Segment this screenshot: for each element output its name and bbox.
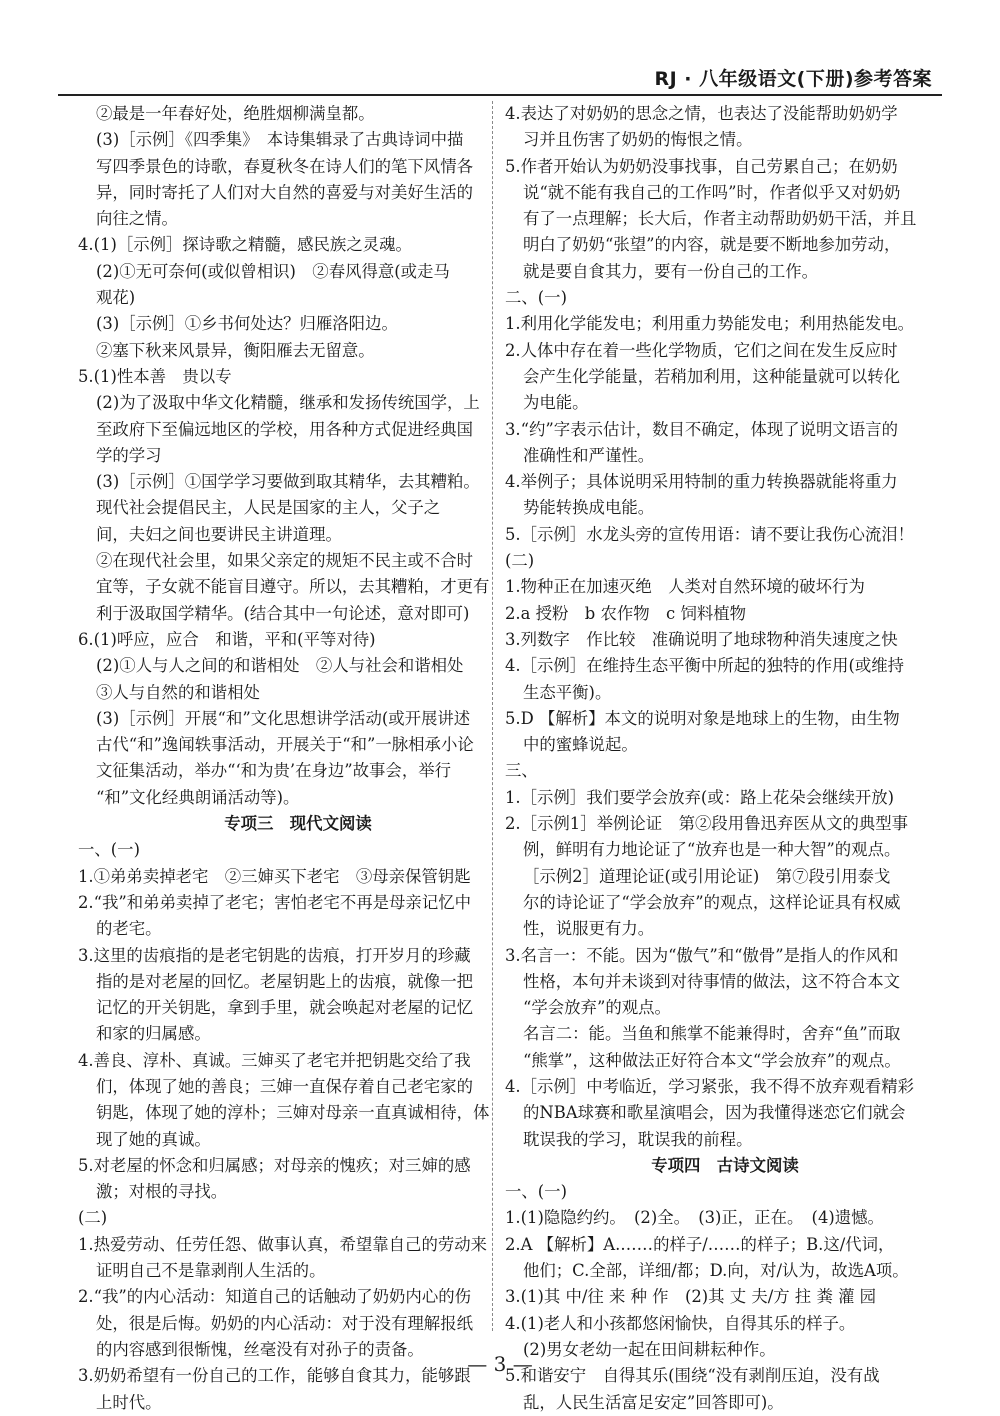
section-heading: 专项四 古诗文阅读 [651,1155,799,1175]
answer-line: 的NBA球赛和歌星演唱会，因为我懂得迷恋它们就会 [523,1103,906,1123]
answer-line: (2)①无可奈何(或似曾相识) ②春风得意(或走马 [96,261,450,281]
answer-line: 明白了奶奶“张望”的内容，就是要不断地参加劳动， [523,235,901,255]
answer-line: 激；对根的寻找。 [96,1182,228,1202]
answer-line: ②在现代社会里，如果父亲定的规矩不民主或不合时 [96,551,473,571]
right-column [505,101,945,1416]
answer-line: 有了一点理解；长大后，作者主动帮助奶奶干活，并且 [523,209,917,229]
answer-line: 乱，人民生活富足安定”回答即可)。 [523,1392,784,1412]
answer-line: 一、(一) [505,1182,567,1202]
answer-line: 5.对老屋的怀念和归属感；对母亲的愧疚；对三婶的感 [78,1155,471,1175]
answer-line: 3.“约”字表示估计，数目不确定，体现了说明文语言的 [505,419,898,439]
answer-line: 宜等，子女就不能盲目遵守。所以，去其糟粕，才更有 [96,577,490,597]
answer-line: 准确性和严谨性。 [523,445,655,465]
answer-line: “熊掌”，这种做法正好符合本文“学会放弃”的观点。 [523,1050,901,1070]
answer-line: 性，说服更有力。 [523,919,655,939]
answer-line: (2)男女老幼一起在田间耕耘种作。 [523,1339,776,1359]
left-column [78,101,518,1416]
answer-line: 5.和谐安宁 自得其乐(围绕“没有剥削压迫，没有战 [505,1366,880,1386]
answer-line: 和家的归属感。 [96,1024,211,1044]
answer-line: 记忆的开关钥匙，拿到手里，就会唤起对老屋的记忆 [96,998,473,1018]
answer-line: 文征集活动，举办“‘和为贵’在身边”故事会，举行 [96,761,451,781]
answer-line: ②塞下秋来风景异，衡阳雁去无留意。 [96,340,375,360]
answer-line: (3)［示例］①国学学习要做到取其精华，去其糟粕。 [96,472,480,492]
answer-line: 4.［示例］中考临近，学习紧张，我不得不放弃观看精彩 [505,1076,915,1096]
answer-line: 处，很是后悔。奶奶的内心活动：对于没有理解报纸 [96,1313,473,1333]
answer-line: 向往之情。 [96,209,178,229]
answer-line: 异，同时寄托了人们对大自然的喜爱与对美好生活的 [96,182,473,202]
answer-line: 至政府下至偏远地区的学校，用各种方式促进经典国 [96,419,473,439]
answer-line: (二) [78,1208,108,1228]
answer-line: ②最是一年春好处，绝胜烟柳满皇都。 [96,104,375,123]
answer-line: (3)［示例］《四季集》 本诗集辑录了古典诗词中描 [96,130,464,150]
answer-line: “和”文化经典朗诵活动等)。 [96,787,300,807]
column-divider [492,101,493,1331]
answer-line: 2.［示例1］举例论证 第②段用鲁迅弃医从文的典型事 [505,814,909,834]
answer-line: 2.“我”的内心活动：知道自己的话触动了奶奶内心的伤 [78,1287,471,1307]
answer-line: 性格，本句并未谈到对待事情的做法，这不符合本文 [523,971,900,991]
answer-line: 说“就不能有我自己的工作吗”时，作者似乎又对奶奶 [523,182,901,202]
answer-line: 的内容感到很惭愧，丝毫没有对孙子的责备。 [96,1339,424,1359]
answer-line: 4.(1)［示例］探诗歌之精髓，感民族之灵魂。 [78,235,412,255]
answer-line: 学的学习 [96,445,162,465]
page-header [0,0,1000,100]
answer-line: 名言二：能。当鱼和熊掌不能兼得时，舍弃“鱼”而取 [523,1024,901,1044]
answer-line: (2)①人与人之间的和谐相处 ②人与社会和谐相处 [96,656,464,676]
answer-line: (3)［示例］①乡书何处达？归雁洛阳边。 [96,314,398,334]
answer-line: 5.D 【解析】本文的说明对象是地球上的生物，由生物 [505,708,900,728]
answer-line: 1.①弟弟卖掉老宅 ②三婶买下老宅 ③母亲保管钥匙 [78,866,471,886]
answer-line: 1.［示例］我们要学会放弃(或：路上花朵会继续开放) [505,787,895,807]
answer-line: 1.热爱劳动、任劳任怨、做事认真，希望靠自己的劳动来 [78,1234,488,1254]
answer-line: 利于汲取国学精华。(结合其中一句论述，意对即可) [96,603,470,623]
answer-line: 的老宅。 [96,919,162,939]
answer-line: 会产生化学能量，若稍加利用，这种能量就可以转化 [523,366,900,386]
answer-line: 为电能。 [523,393,589,413]
answer-line: 观花) [96,288,136,308]
answer-line: 4.［示例］在维持生态平衡中所起的独特的作用(或维持 [505,656,905,676]
answer-line: ③人与自然的和谐相处 [96,682,260,702]
answer-line: 3.奶奶希望有一份自己的工作，能够自食其力，能够跟 [78,1366,471,1386]
answer-line: 4.(1)老人和小孩都悠闲愉快，自得其乐的样子。 [505,1313,856,1333]
answer-line: 们，体现了她的善良；三婶一直保存着自己老宅家的 [96,1076,473,1096]
answer-line: 现了她的真诚。 [96,1129,211,1149]
answer-line: 1.利用化学能发电；利用重力势能发电；利用热能发电。 [505,314,915,334]
answer-line: 3.(1)其 中/往 来 种 作 (2)其 丈 夫/方 拄 粪 灌 园 [505,1287,877,1307]
answer-line: 2.人体中存在着一些化学物质，它们之间在发生反应时 [505,340,898,360]
answer-line: 5.［示例］水龙头旁的宣传用语：请不要让我伤心流泪！ [505,524,915,544]
answer-line: 3.列数字 作比较 准确说明了地球物种消失速度之快 [505,629,898,649]
answer-line: 就是要自食其力，要有一份自己的工作。 [523,261,819,281]
answer-line: 4.善良、淳朴、真诚。三婶买了老宅并把钥匙交给了我 [78,1050,471,1070]
answer-line: 间，夫妇之间也要讲民主讲道理。 [96,524,342,544]
answer-line: 4.举例子；具体说明采用特制的重力转换器就能将重力 [505,472,898,492]
answer-line: 证明自己不是靠剥削人生活的。 [96,1261,326,1281]
answer-line: (二) [505,551,535,571]
answer-line: 2.“我”和弟弟卖掉了老宅；害怕老宅不再是母亲记忆中 [78,892,471,912]
answer-line: “学会放弃”的观点。 [523,998,671,1018]
answer-line: ［示例2］道理论证(或引用论证) 第⑦段引用泰戈 [523,866,891,886]
answer-line: 钥匙，体现了她的淳朴；三婶对母亲一直真诚相待，体 [96,1103,490,1123]
answer-line: 现代社会提倡民主，人民是国家的主人，父子之 [96,498,441,518]
answer-line: 尔的诗论证了“学会放弃”的观点，这样论证具有权威 [523,892,901,912]
page-number: — 3 — [467,1352,533,1376]
answer-line: 1.物种正在加速灭绝 人类对自然环境的破坏行为 [505,577,865,597]
answer-line: 5.作者开始认为奶奶没事找事，自己劳累自己；在奶奶 [505,156,898,176]
answer-line: 4.表达了对奶奶的思念之情，也表达了没能帮助奶奶学 [505,104,898,123]
header-rule [58,94,942,96]
section-heading: 专项三 现代文阅读 [224,814,372,834]
answer-line: 2.A 【解析】A.……的样子/……的样子；B.这/代词， [505,1234,895,1254]
answer-line: 3.名言一：不能。因为“傲气”和“傲骨”是指人的作风和 [505,945,899,965]
answer-line: 耽误我的学习，耽误我的前程。 [523,1129,753,1149]
answer-line: (3)［示例］开展“和”文化思想讲学活动(或开展讲述 [96,708,471,728]
answer-line: 指的是对老屋的回忆。老屋钥匙上的齿痕，就像一把 [96,971,473,991]
answer-line: 5.(1)性本善 贵以专 [78,366,232,386]
answer-line: 2.a 授粉 b 农作物 c 饲料植物 [505,603,747,623]
answer-line: 例，鲜明有力地论证了“放弃也是一种大智”的观点。 [523,840,901,860]
answer-line: 古代“和”逸闻轶事活动，开展关于“和”一脉相承小论 [96,735,474,755]
answer-line: 一、(一) [78,840,140,860]
answer-line: 势能转换成电能。 [523,498,655,518]
answer-line: 二、(一) [505,288,567,308]
answer-line: (2)为了汲取中华文化精髓，继承和发扬传统国学，上 [96,393,480,413]
answer-line: 1.(1)隐隐约约。 (2)全。 (3)正，正在。 (4)遗憾。 [505,1208,884,1228]
answer-line: 写四季景色的诗歌，春夏秋冬在诗人们的笔下风情各 [96,156,473,176]
answer-line: 中的蜜蜂说起。 [523,735,638,755]
answer-line: 3.这里的齿痕指的是老宅钥匙的齿痕，打开岁月的珍藏 [78,945,471,965]
answer-line: 上时代。 [96,1392,162,1412]
answer-line: 生态平衡)。 [523,682,612,702]
header-title: RJ · 八年级语文(下册)参考答案 [654,68,932,90]
answer-line: 他们；C.全部，详细/都；D.向，对/认为，故选A项。 [523,1261,909,1281]
answer-line: 6.(1)呼应，应合 和谐，平和(平等对待) [78,629,376,649]
answer-line: 习并且伤害了奶奶的悔恨之情。 [523,130,753,150]
answer-line: 三、 [505,761,538,781]
